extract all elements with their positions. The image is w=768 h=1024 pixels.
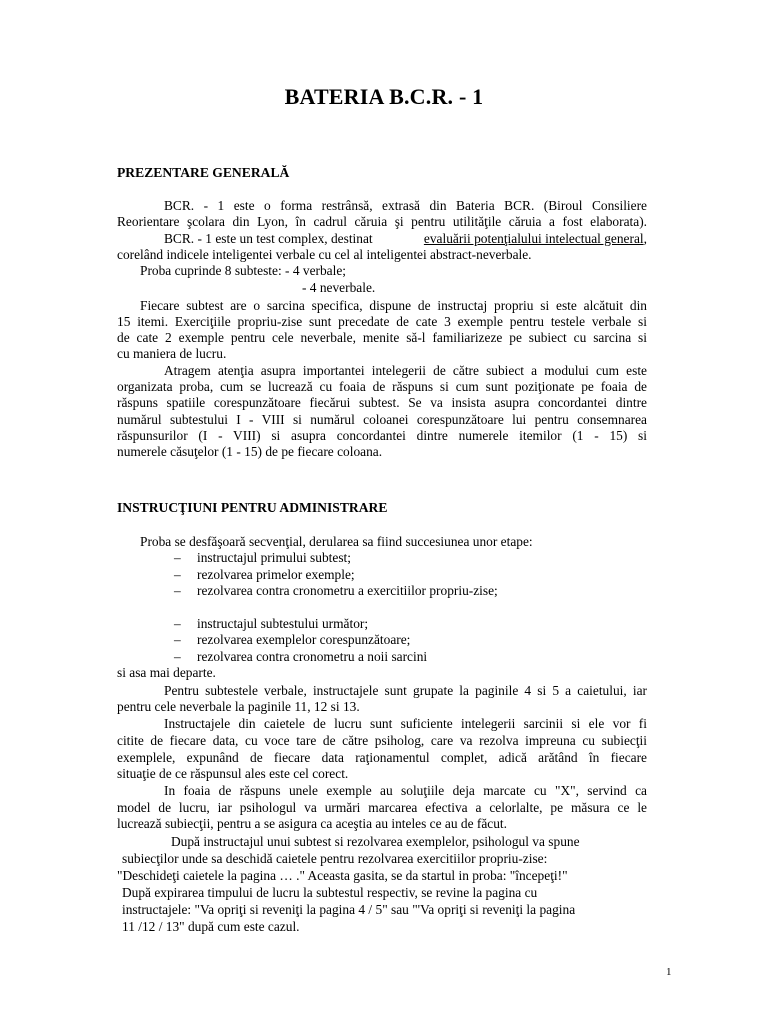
- page-number: 1: [666, 966, 672, 978]
- paragraph-line: Proba cuprinde 8 subteste: - 4 verbale;: [140, 263, 347, 278]
- paragraph-line: cu maniera de lucru.: [117, 346, 227, 361]
- section-heading-overview: PREZENTARE GENERALĂ: [117, 165, 290, 180]
- paragraph-line: "Deschideţi caietele la pagina … ." Aceasta gasita, se da startul in proba: "începeţi!": [117, 868, 568, 883]
- paragraph-line: răspunsurilor (I - VIII) si asupra concordantei dintre numerele itemilor (1 - 15) si: [117, 428, 647, 443]
- paragraph-line: pentru cele neverbale la paginile 11, 12 si 13.: [117, 699, 360, 714]
- list-dash: –: [174, 632, 181, 647]
- paragraph-line: Atragem atenţia asupra importantei intelegerii de către subiect a modului cum este: [164, 363, 647, 378]
- paragraph-line: corelând indicele inteligentei verbale cu cel al inteligentei abstract-neverbale.: [117, 247, 532, 262]
- paragraph-line: exemplele, expunând de fiecare data raţionamentul complet, adică arătând în fiecare: [117, 750, 647, 765]
- list-dash: –: [174, 583, 181, 598]
- paragraph-line: numerele căsuţelor (1 - 15) de pe fiecare coloana.: [117, 444, 383, 459]
- paragraph-line: - 4 neverbale.: [302, 280, 376, 295]
- paragraph-line: Reorientare şcolara din Lyon, în cadrul căruia şi pentru utilităţile căruia a fost elaborata).: [117, 214, 647, 229]
- paragraph-line: După instructajul unui subtest si rezolvarea exemplelor, psihologul va spune: [171, 834, 580, 849]
- paragraph-line: Proba se desfăşoară secvenţial, derularea sa fiind succesiunea unor etape:: [140, 534, 533, 549]
- paragraph-line: organizata proba, cum se lucrează cu foaia de răspuns si cum sunt poziţionate pe foaia de: [117, 379, 647, 394]
- list-dash: –: [174, 649, 181, 664]
- list-item: rezolvarea primelor exemple;: [197, 567, 355, 582]
- text-segment: BCR. - 1 este un test complex, destinat: [164, 231, 373, 246]
- paragraph-line: Fiecare subtest are o sarcina specifica, dispune de instructaj propriu si este alcătuit din: [140, 298, 647, 313]
- document-title: BATERIA B.C.R. - 1: [284, 84, 484, 109]
- list-item: rezolvarea contra cronometru a exercitiilor propriu-zise;: [197, 583, 498, 598]
- paragraph-line: si asa mai departe.: [117, 665, 216, 680]
- list-dash: –: [174, 616, 181, 631]
- list-dash: –: [174, 550, 181, 565]
- list-item: instructajul subtestului următor;: [197, 616, 369, 631]
- paragraph-line: In foaia de răspuns unele exemple au soluţiile deja marcate cu "X", servind ca: [164, 783, 647, 798]
- list-dash: –: [174, 567, 181, 582]
- paragraph-line: numărul subtestului I - VIII si numărul coloanei corespunzătoare lui pentru consemnarea: [117, 412, 647, 427]
- paragraph-line: 11 /12 / 13" după cum este cazul.: [122, 919, 300, 934]
- paragraph-line: situaţie de ce răspunsul ales este cel corect.: [117, 766, 349, 781]
- paragraph-line: După expirarea timpului de lucru la subtestul respectiv, se revine la pagina cu: [122, 885, 538, 900]
- list-item: rezolvarea contra cronometru a noii sarcini: [197, 649, 428, 664]
- paragraph-line: instructajele: "Va opriţi si reveniţi la pagina 4 / 5" sau "'Va opriţi si reveniţi la pagina: [122, 902, 576, 917]
- text-segment: ,: [643, 231, 647, 246]
- list-item: rezolvarea exemplelor corespunzătoare;: [197, 632, 411, 647]
- section-heading-administration: INSTRUCŢIUNI PENTRU ADMINISTRARE: [117, 500, 388, 515]
- underlined-text: evaluării potenţialului intelectual general: [423, 231, 644, 246]
- paragraph-line: BCR. - 1 este o forma restrânsă, extrasă din Bateria BCR. (Biroul Consiliere: [164, 198, 647, 213]
- paragraph-line: citite de fiecare data, cu voce tare de către psiholog, care va rezolva impreuna cu subiecţii: [117, 733, 647, 748]
- paragraph-line: subiecţilor unde sa deschidă caietele pentru rezolvarea exercitiilor propriu-zise:: [122, 851, 548, 866]
- paragraph-line: Instructajele din caietele de lucru sunt suficiente intelegerii sarcinii si ele vor fi: [164, 716, 647, 731]
- paragraph-line: de cate 2 exemple pentru cele neverbale, menite să-l familiarizeze pe subiect cu sarcina si: [117, 330, 647, 345]
- list-item: instructajul primului subtest;: [197, 550, 351, 565]
- paragraph-line: 15 itemi. Exerciţiile propriu-zise sunt precedate de cate 3 exemple pentru testele verbale si: [117, 314, 647, 329]
- paragraph-line: Pentru subtestele verbale, instructajele sunt grupate la paginile 4 si 5 a caietului, iar: [164, 683, 647, 698]
- paragraph-line: [164, 231, 647, 247]
- text-segment: [424, 231, 647, 247]
- paragraph-line: model de lucru, iar psihologul va urmări marcarea efectiva a celorlalte, pe măsura ce le: [117, 800, 647, 815]
- paragraph-line: răspuns spatiile corespunzătoare fiecărui subtest. Se va insista asupra concordantei dintre: [117, 395, 647, 410]
- paragraph-line: lucrează subiecţii, pentru a se asigura ca aceştia au inteles ce au de făcut.: [117, 816, 507, 831]
